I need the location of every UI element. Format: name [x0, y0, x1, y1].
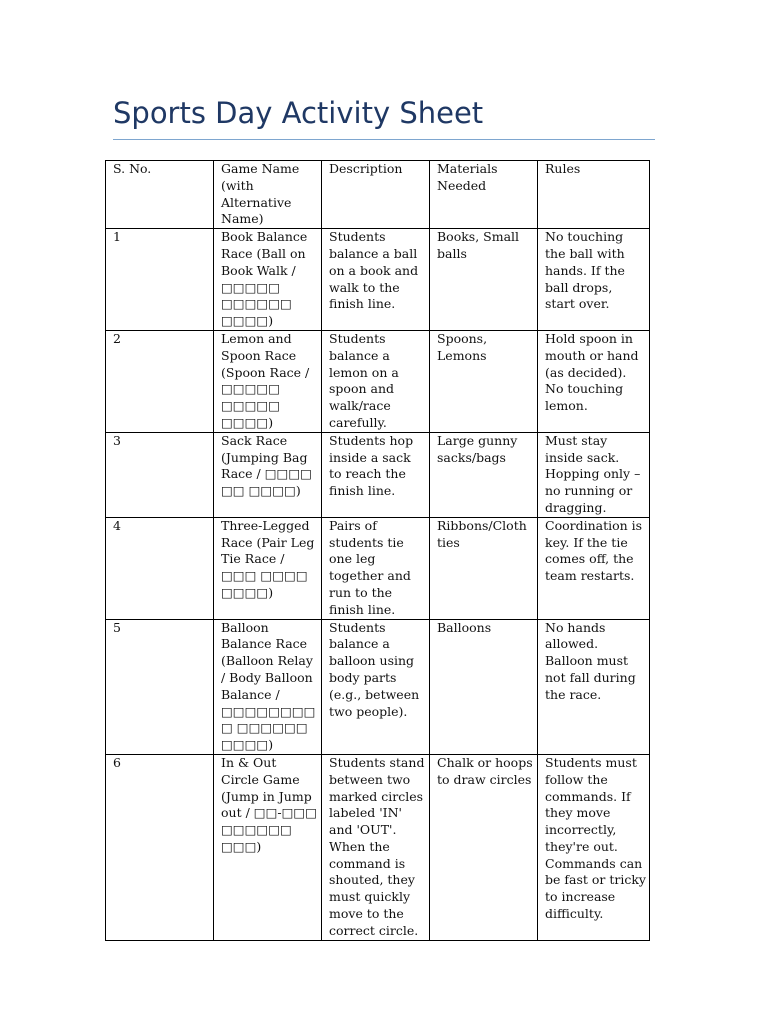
cell-materials: Ribbons/Cloth ties [430, 517, 538, 619]
cell-rules: Coordination is key. If the tie comes off, the team restarts. [538, 517, 650, 619]
cell-game-name: In & Out Circle Game (Jump in Jump out / □□-□□□ □□□□□□ □□□) [214, 754, 322, 940]
cell-materials: Large gunny sacks/bags [430, 432, 538, 517]
header-rules: Rules [538, 161, 650, 229]
cell-game-name: Three-Legged Race (Pair Leg Tie Race / □□□ □□□□ □□□□) [214, 517, 322, 619]
table-row [106, 330, 650, 432]
cell-sno: 5 [106, 619, 214, 754]
header-description: Description [322, 161, 430, 229]
cell-game-name: Book Balance Race (Ball on Book Walk / □□□□□ □□□□□□ □□□□) [214, 229, 322, 331]
table-row [106, 517, 650, 619]
cell-materials: Spoons, Lemons [430, 330, 538, 432]
page-title: Sports Day Activity Sheet [113, 96, 484, 130]
cell-sno: 1 [106, 229, 214, 331]
cell-rules: No hands allowed. Balloon must not fall during the race. [538, 619, 650, 754]
activity-table [105, 160, 650, 941]
header-materials: Materials Needed [430, 161, 538, 229]
title-divider [113, 139, 655, 140]
cell-rules: No touching the ball with hands. If the ball drops, start over. [538, 229, 650, 331]
cell-sno: 2 [106, 330, 214, 432]
table-row [106, 229, 650, 331]
cell-sno: 4 [106, 517, 214, 619]
cell-sno: 3 [106, 432, 214, 517]
header-sno: S. No. [106, 161, 214, 229]
cell-rules: Hold spoon in mouth or hand (as decided). No touching lemon. [538, 330, 650, 432]
cell-materials: Balloons [430, 619, 538, 754]
table-header-row [106, 161, 650, 229]
cell-description: Students balance a balloon using body parts (e.g., between two people). [322, 619, 430, 754]
cell-description: Students stand between two marked circles labeled 'IN' and 'OUT'. When the command is shouted, they must quickly move to the correct circle. [322, 754, 430, 940]
cell-game-name: Sack Race (Jumping Bag Race / □□□□ □□ □□□□) [214, 432, 322, 517]
cell-sno: 6 [106, 754, 214, 940]
table-row [106, 619, 650, 754]
cell-game-name: Lemon and Spoon Race (Spoon Race / □□□□□ □□□□□ □□□□) [214, 330, 322, 432]
cell-description: Pairs of students tie one leg together and run to the finish line. [322, 517, 430, 619]
cell-description: Students balance a ball on a book and walk to the finish line. [322, 229, 430, 331]
cell-game-name: Balloon Balance Race (Balloon Relay / Body Balloon Balance / □□□□□□□□□ □□□□□□ □□□□) [214, 619, 322, 754]
cell-materials: Chalk or hoops to draw circles [430, 754, 538, 940]
cell-rules: Must stay inside sack. Hopping only – no running or dragging. [538, 432, 650, 517]
cell-description: Students hop inside a sack to reach the finish line. [322, 432, 430, 517]
cell-rules: Students must follow the commands. If they move incorrectly, they're out. Commands can be fast or tricky to increase difficulty. [538, 754, 650, 940]
cell-description: Students balance a lemon on a spoon and walk/race carefully. [322, 330, 430, 432]
table-row [106, 754, 650, 940]
cell-materials: Books, Small balls [430, 229, 538, 331]
header-game-name: Game Name (with Alternative Name) [214, 161, 322, 229]
table-row [106, 432, 650, 517]
